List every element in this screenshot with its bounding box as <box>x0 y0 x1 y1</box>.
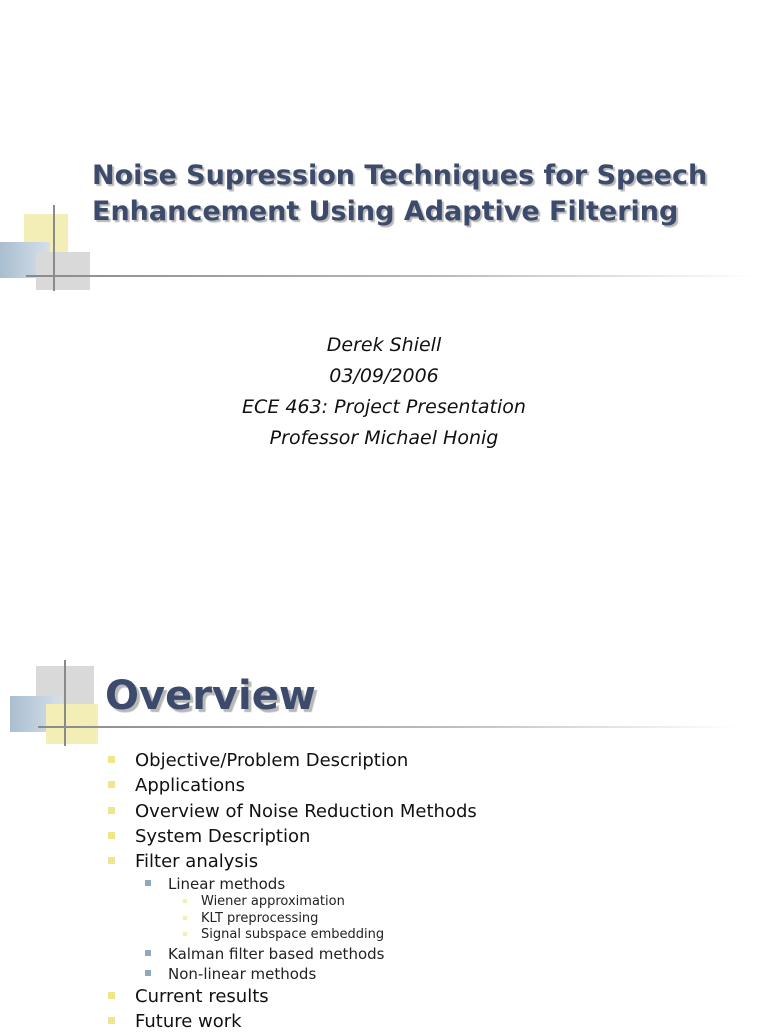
bullet-icon <box>145 950 151 956</box>
linear-methods-sublist <box>168 894 728 944</box>
bullet-icon <box>108 781 115 788</box>
decor-vertical-line <box>53 205 55 291</box>
bullet-icon <box>145 970 151 976</box>
sublist-item: Wiener approximation <box>168 894 728 911</box>
author-name: Derek Shiell <box>326 334 442 356</box>
decor-horizontal-line <box>38 726 738 728</box>
list-item: Objective/Problem Description <box>108 748 728 773</box>
sublist-item: KLT preprocessing <box>168 911 728 928</box>
course-name: ECE 463: Project Presentation <box>242 396 526 418</box>
sublist-item: Signal subspace embedding <box>168 927 728 944</box>
filter-analysis-sublist <box>135 874 728 984</box>
slide-title: Overview <box>105 673 316 719</box>
bullet-icon <box>183 932 187 936</box>
decor-yellow-square <box>46 704 98 744</box>
overview-list <box>108 748 728 1035</box>
sublist-item: Non-linear methods <box>135 964 728 984</box>
bullet-icon <box>108 992 115 999</box>
list-item: Current results <box>108 984 728 1009</box>
list-item: Applications <box>108 773 728 798</box>
sublist-item: Kalman filter based methods <box>135 944 728 964</box>
decor-horizontal-line <box>26 275 756 277</box>
subtitle-block <box>0 330 768 454</box>
list-item: Overview of Noise Reduction Methods <box>108 799 728 824</box>
list-item: Future work <box>108 1009 728 1034</box>
list-item: System Description <box>108 824 728 849</box>
list-item: Filter analysis Linear methods Wiener approximation KLT preprocessing Signal subspace embedding Kalman filter based methods Non-linear methods <box>108 849 728 984</box>
bullet-icon <box>108 1017 115 1024</box>
bullet-icon <box>145 880 151 886</box>
bullet-icon <box>183 916 187 920</box>
bullet-icon <box>108 756 115 763</box>
slide-title: Noise Supression Techniques for Speech Enhancement Using Adaptive Filtering <box>92 160 708 227</box>
sublist-item: Linear methods Wiener approximation KLT preprocessing Signal subspace embedding <box>135 874 728 944</box>
decor-vertical-line <box>64 660 66 746</box>
bullet-icon <box>183 899 187 903</box>
bullet-icon <box>108 832 115 839</box>
professor-name: Professor Michael Honig <box>269 427 499 449</box>
presentation-date: 03/09/2006 <box>329 365 439 387</box>
bullet-icon <box>108 807 115 814</box>
decor-gray-square <box>36 252 90 290</box>
bullet-icon <box>108 857 115 864</box>
overview-slide <box>0 640 768 1033</box>
